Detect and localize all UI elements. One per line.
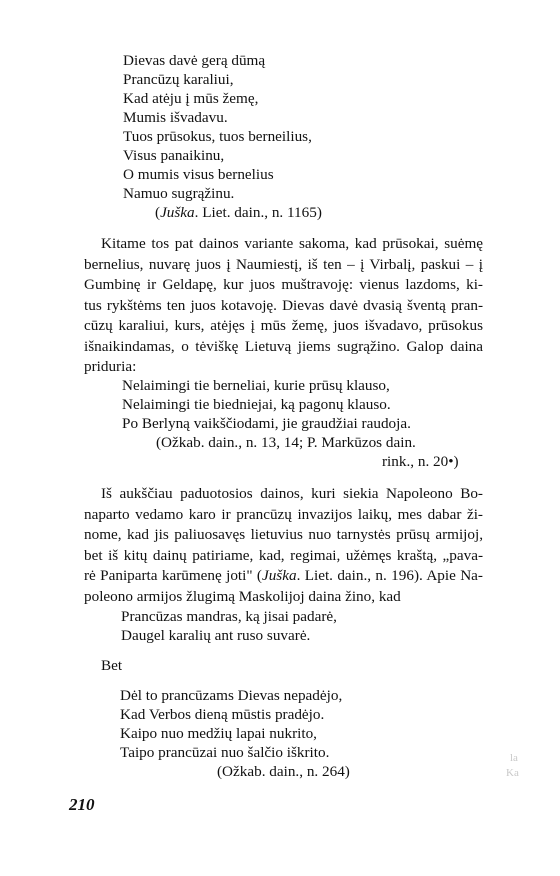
poem-line: Namuo sugrąžinu. — [123, 185, 235, 202]
paragraph-line: tus rykštėms ten juos kotavoję. Dievas davė dvasią šventą pran- — [84, 296, 483, 314]
poem-line: Mumis išvadavu. — [123, 109, 228, 126]
citation-author: Juška — [160, 204, 195, 221]
poem-line: Kad Verbos dieną mūstis pradėjo. — [120, 706, 325, 723]
citation-author: Juška — [261, 567, 297, 584]
paragraph-line: cūzų karaliui, kurs, atėjęs į mūs žemę, juos išvadavo, prūsokus — [84, 317, 483, 334]
paragraph-line: nome, kad jis paliuosavęs lietuvius nuo tarnystės prūsų armijoj, — [84, 526, 483, 543]
poem-line: Visus panaikinu, — [123, 147, 225, 164]
poem-line: Dievas davė gerą dūmą — [123, 52, 266, 69]
paragraph-line: Kitame tos pat dainos variante sakoma, kad prūsokai, suėmę — [101, 235, 483, 252]
paragraph-line — [84, 566, 483, 587]
paragraph — [84, 484, 483, 607]
poem-line: Kaipo nuo medžių lapai nukrito, — [120, 725, 317, 742]
poem-line: Prancūzų karaliui, — [123, 71, 234, 88]
paragraph-line: poleono armijos žlugimą Maskolijoj daina žino, kad — [84, 587, 401, 605]
citation: (Ožkab. dain., n. 13, 14; P. Markūzos dain. — [156, 434, 416, 451]
poem-line: O mumis visus bernelius — [123, 166, 274, 183]
citation: (Juška. Liet. dain., n. 1165) — [155, 204, 322, 221]
paragraph-line: bet iš kitų dainų patiriame, kad, regimai, užėmęs kraštą, „pava- — [84, 546, 483, 564]
citation-rest: . Liet. dain., n. 1165) — [194, 204, 322, 221]
poem-line: Taipo prancūzai nuo šalčio iškrito. — [120, 744, 330, 761]
paragraph-line: išnaikindamas, o tėviškę Lietuvą jiems sugrąžino. Galop daina — [84, 337, 483, 355]
paragraph-line: naparto vedamo karo ir prancūzų invazijos laikų, mes dabar ži- — [84, 505, 483, 523]
poem-line: Tuos prūsokus, tuos berneilius, — [123, 128, 312, 145]
citation: (Ožkab. dain., n. 264) — [217, 763, 350, 780]
connector-word: Bet — [101, 657, 123, 674]
poem-line: Nelaimingi tie biedniejai, ką pagonų klauso. — [122, 396, 391, 413]
text-run: rė Paniparta karūmenę joti" ( — [84, 567, 262, 584]
show-through-text: Ka — [506, 767, 519, 779]
poem-line: Daugel karalių ant ruso suvarė. — [121, 627, 311, 644]
citation: rink., n. 20•) — [382, 453, 459, 470]
paragraph-line: Iš aukščiau paduotosios dainos, kuri siekia Napoleono Bo- — [101, 485, 483, 502]
text-run: . Liet. dain., n. 196). Apie Na- — [296, 567, 483, 584]
poem-line: Kad atėju į mūs žemę, — [123, 90, 259, 107]
paragraph-line: Gumbinę ir Geldapę, kur juos muštravoję: vienus lazdoms, ki- — [84, 276, 483, 293]
paragraph — [84, 234, 483, 378]
poem-line: Po Berlyną vaikščiodami, jie graudžiai raudoja. — [122, 415, 411, 432]
poem-line: Dėl to prancūzams Dievas nepadėjo, — [120, 687, 343, 704]
paragraph-line: bernelius, nuvarę juos į Naumiestį, iš ten – į Virbalį, paskui – į — [84, 255, 483, 273]
show-through-text: la — [510, 752, 518, 764]
paragraph-line: priduria: — [84, 358, 137, 375]
poem-line: Nelaimingi tie berneliai, kurie prūsų klauso, — [122, 377, 390, 394]
page-number: 210 — [69, 795, 95, 814]
poem-line: Prancūzas mandras, ką jisai padarė, — [121, 608, 337, 625]
